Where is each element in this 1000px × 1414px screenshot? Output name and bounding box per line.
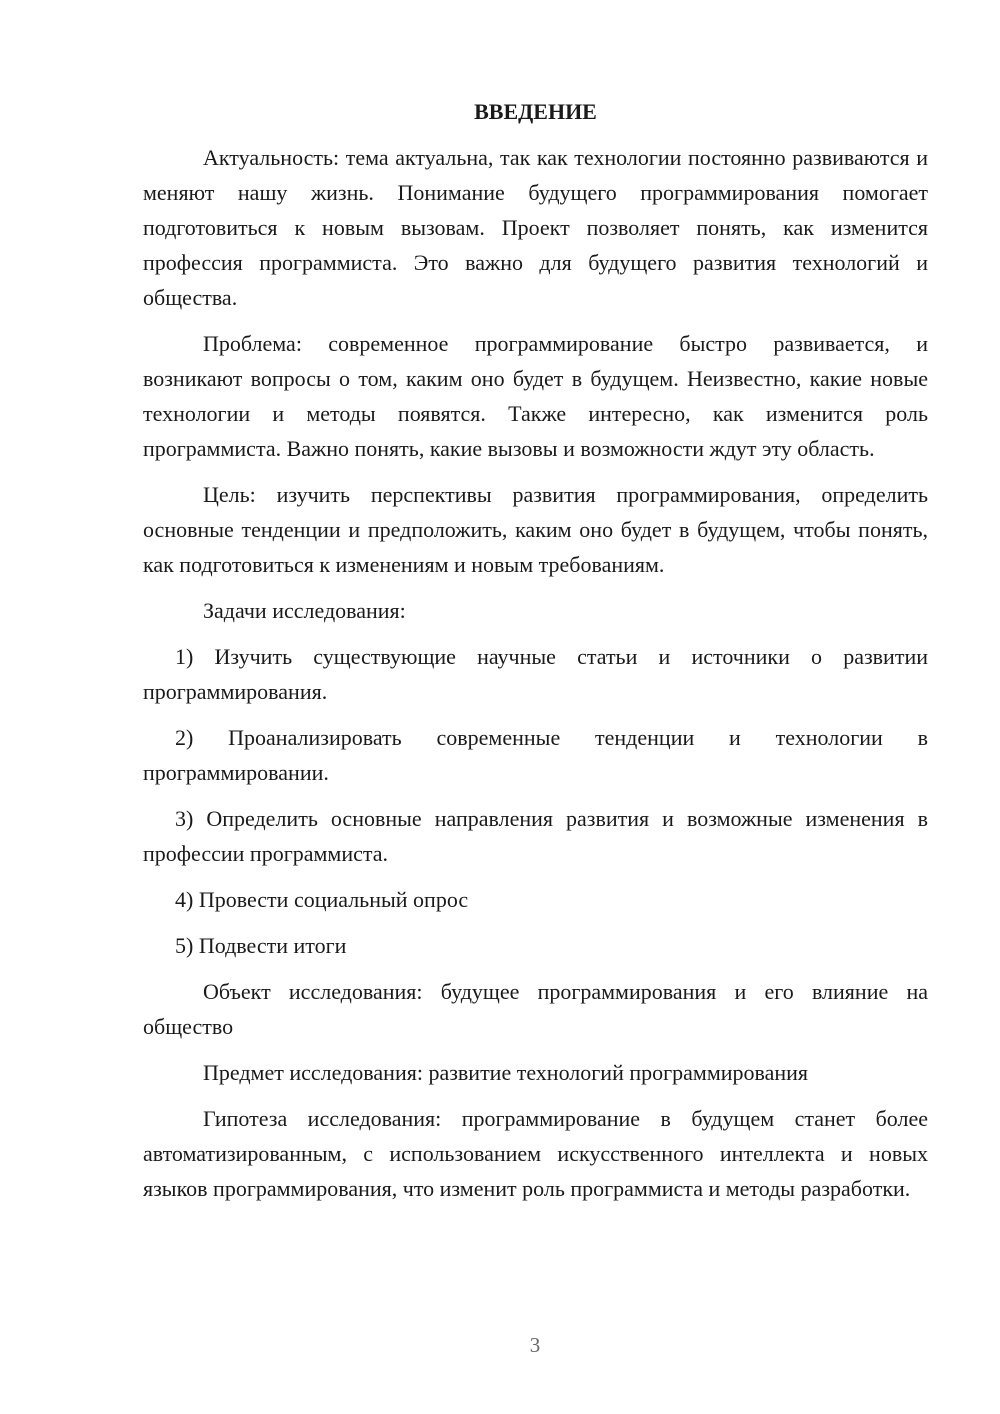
task-item-2: 2) Проанализировать современные тенденции и технологии в программировании.: [143, 725, 928, 785]
section-heading: ВВЕДЕНИЕ: [474, 99, 597, 124]
task-item-4: 4) Провести социальный опрос: [175, 887, 469, 912]
object-paragraph: Объект исследования: будущее программирования и его влияние на общество: [143, 979, 928, 1039]
page-number: 3: [529, 1333, 541, 1357]
relevance-paragraph: Актуальность: тема актуальна, так как технологии постоянно развиваются и меняют нашу жизнь. Понимание будущего программирования помогает подготовиться к новым вызовам. Проект позволяет понять, как изменится профессия программиста. Это важно для будущего развития технологий и общества.: [143, 145, 928, 310]
tasks-title: Задачи исследования:: [203, 598, 406, 623]
document-page: [143, 94, 928, 1206]
task-item-5: 5) Подвести итоги: [175, 933, 347, 958]
task-item-1: 1) Изучить существующие научные статьи и источники о развитии программирования.: [143, 644, 928, 704]
subject-paragraph: Предмет исследования: развитие технологий программирования: [203, 1060, 809, 1085]
hypothesis-paragraph: Гипотеза исследования: программирование в будущем станет более автоматизированным, с использованием искусственного интеллекта и новых языков программирования, что изменит роль программиста и методы разработки.: [143, 1106, 928, 1201]
goal-paragraph: Цель: изучить перспективы развития программирования, определить основные тенденции и предположить, каким оно будет в будущем, чтобы понять, как подготовиться к изменениям и новым требованиям.: [143, 482, 928, 577]
problem-paragraph: Проблема: современное программирование быстро развивается, и возникают вопросы о том, каким оно будет в будущем. Неизвестно, какие новые технологии и методы появятся. Также интересно, как изменится роль программиста. Важно понять, какие вызовы и возможности ждут эту область.: [143, 331, 928, 461]
task-item-3: 3) Определить основные направления развития и возможные изменения в профессии программиста.: [143, 806, 928, 866]
